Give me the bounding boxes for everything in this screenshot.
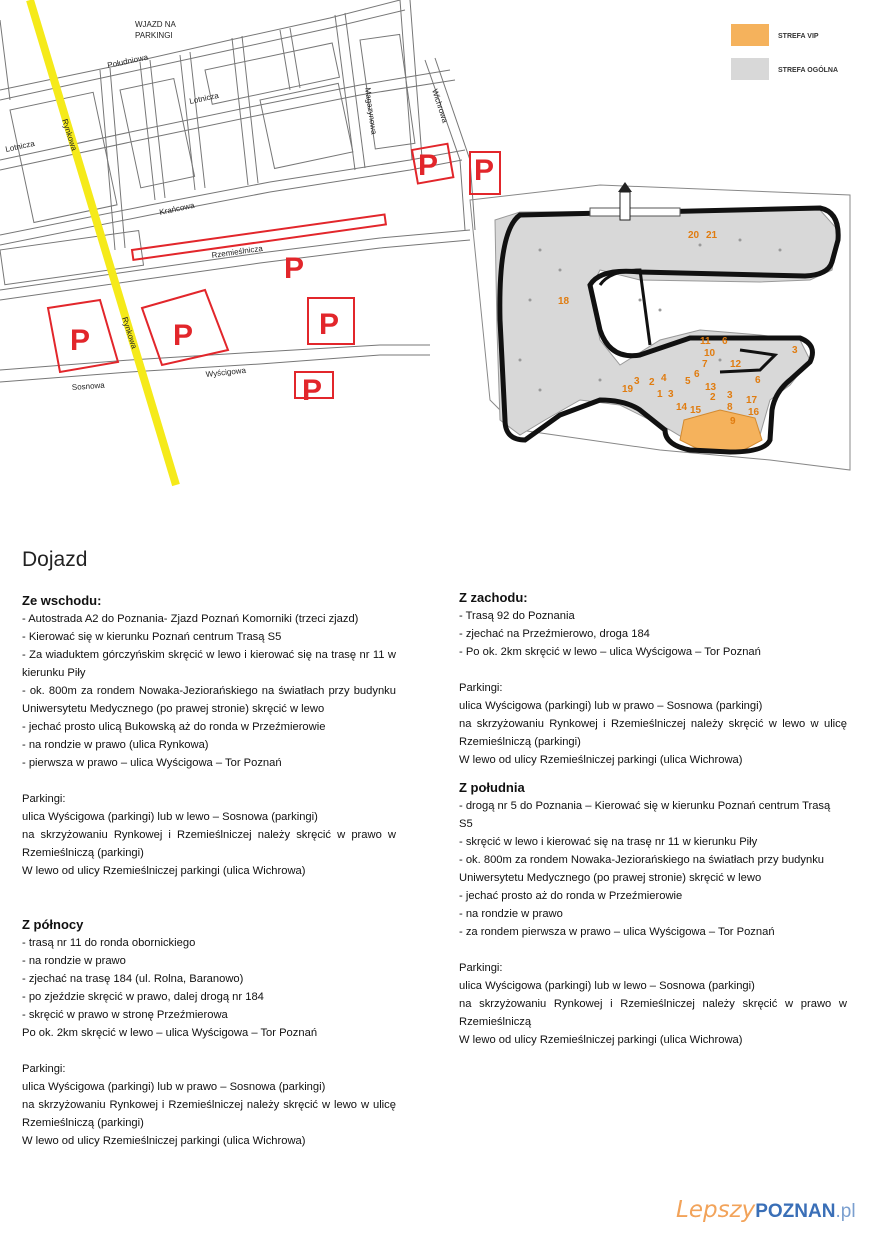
south-line: - ok. 800m za rondem Nowaka-Jeziorańskiego na światłach przy budynku Uniwersytetu Medycznego (po prawej stronie) skręcić w lewo — [459, 854, 825, 884]
west-parking-line: ulica Wyścigowa (parkingi) lub w prawo – Sosnowa (parkingi) — [459, 700, 763, 712]
track-number: 18 — [558, 296, 570, 307]
south-parking-heading: Parkingi: — [459, 962, 503, 974]
track-number: 5 — [685, 376, 691, 387]
east-line: - Za wiaduktem górczyńskim skręcić w lewo i kierować się na trasę nr 11 w kierunku Piły — [22, 649, 396, 679]
south-parking-line: ulica Wyścigowa (parkingi) lub w lewo – Sosnowa (parkingi) — [459, 980, 755, 992]
south-line: - drogą nr 5 do Poznania – Kierować się w kierunku Poznań centrum Trasą S5 — [459, 800, 831, 830]
east-line: - Autostrada A2 do Poznania- Zjazd Poznań Komorniki (trzeci zjazd) — [22, 613, 359, 625]
label-magazynowa: Magazynowa — [363, 87, 379, 135]
track-number: 19 — [622, 384, 634, 395]
east-parking-line: ulica Wyścigowa (parkingi) lub w lewo – Sosnowa (parkingi) — [22, 811, 318, 823]
track-number: 3 — [634, 376, 640, 387]
track-number: 21 — [706, 230, 718, 241]
track-number: 9 — [730, 416, 736, 427]
label-poludniowa: Południowa — [106, 52, 149, 70]
label-wjazd-2: PARKINGI — [135, 31, 173, 40]
parking-sign-7: P — [284, 252, 305, 285]
logo-part-pl: .pl — [835, 1201, 856, 1222]
track-number: 6 — [694, 369, 700, 380]
page-title: Dojazd — [22, 548, 88, 571]
south-line: - jechać prosto aż do ronda w Przeźmierowie — [459, 890, 683, 902]
legend-vip-label: STREFA VIP — [778, 33, 819, 40]
south-line: - na rondzie w prawo — [459, 908, 563, 920]
label-rzemieslnicza: Rzemieślnicza — [211, 243, 264, 260]
label-rynkowa-1: Rynkowa — [60, 117, 79, 152]
parking-sign-1: P — [70, 324, 91, 357]
track-number: 3 — [727, 390, 733, 401]
south-parking-line: W lewo od ulicy Rzemieślniczej parkingi (ulica Wichrowa) — [459, 1034, 743, 1046]
track-number: 6 — [722, 336, 728, 347]
north-line: - na rondzie w prawo — [22, 955, 126, 967]
track-number: 6 — [755, 375, 761, 386]
north-line: - trasą nr 11 do ronda obornickiego — [22, 937, 196, 949]
label-sosnowa: Sosnowa — [71, 380, 105, 392]
track-number: 3 — [668, 389, 674, 400]
label-rynkowa-2: Rynkowa — [120, 315, 139, 350]
east-parking-heading: Parkingi: — [22, 793, 66, 805]
east-line: - jechać prosto ulicą Bukowską aż do ronda w Przeźmierowie — [22, 721, 326, 733]
parking-sign-6: P — [474, 154, 495, 187]
north-parking-line: W lewo od ulicy Rzemieślniczej parkingi (ulica Wichrowa) — [22, 1135, 306, 1147]
legend-general-swatch — [731, 58, 769, 80]
south-heading: Z południa — [459, 780, 525, 795]
south-parking-line: na skrzyżowaniu Rynkowej i Rzemieślniczej należy skręcić w prawo w Rzemieślniczą — [459, 998, 847, 1028]
track-number: 13 — [705, 382, 717, 393]
label-krancowa: Krańcowa — [158, 200, 196, 217]
east-parking-line: na skrzyżowaniu Rynkowej i Rzemieślniczej należy skręcić w prawo w Rzemieślniczą (parkingi) — [22, 829, 396, 859]
west-line: - zjechać na Przeźmierowo, droga 184 — [459, 628, 650, 640]
east-heading: Ze wschodu: — [22, 593, 102, 608]
parking-sign-5: P — [418, 149, 439, 182]
track-number: 10 — [704, 348, 716, 359]
parking-sign-4: P — [302, 374, 323, 407]
label-lotnicza-1: Lotnicza — [4, 138, 36, 154]
south-line: - za rondem pierwsza w prawo – ulica Wyścigowa – Tor Poznań — [459, 926, 775, 938]
south-line: - skręcić w lewo i kierować się na trasę nr 11 w kierunku Piły — [459, 836, 758, 848]
north-line: Po ok. 2km skręcić w lewo – ulica Wyścigowa – Tor Poznań — [22, 1027, 318, 1039]
area-map — [0, 0, 877, 500]
east-line: - pierwsza w prawo – ulica Wyścigowa – Tor Poznań — [22, 757, 282, 769]
label-wyscigowa: Wyścigowa — [205, 365, 247, 379]
east-parking-line: W lewo od ulicy Rzemieślniczej parkingi (ulica Wichrowa) — [22, 865, 306, 877]
west-line: - Po ok. 2km skręcić w lewo – ulica Wyścigowa – Tor Poznań — [459, 646, 761, 658]
north-line: - po zjeździe skręcić w prawo, dalej drogą nr 184 — [22, 991, 264, 1003]
west-heading: Z zachodu: — [459, 590, 528, 605]
west-parking-heading: Parkingi: — [459, 682, 503, 694]
east-line: - Kierować się w kierunku Poznań centrum Trasą S5 — [22, 631, 282, 643]
track-number: 12 — [730, 359, 742, 370]
track-number: 8 — [727, 402, 733, 413]
north-line: - zjechać na trasę 184 (ul. Rolna, Baranowo) — [22, 973, 244, 985]
legend-general-label: STREFA OGÓLNA — [778, 67, 839, 74]
track-number: 17 — [746, 395, 758, 406]
logo-part-lepszy: Lepszy — [676, 1197, 756, 1223]
track-number: 11 — [700, 336, 711, 347]
logo-part-poznan: POZNAN — [755, 1201, 836, 1222]
west-parking-line: W lewo od ulicy Rzemieślniczej parkingi (ulica Wichrowa) — [459, 754, 743, 766]
north-parking-line: ulica Wyścigowa (parkingi) lub w prawo – Sosnowa (parkingi) — [22, 1081, 326, 1093]
east-line: - na rondzie w prawo (ulica Rynkowa) — [22, 739, 209, 751]
race-track — [470, 182, 850, 470]
track-number: 3 — [792, 345, 798, 356]
west-parking-line: na skrzyżowaniu Rynkowej i Rzemieślniczej należy skręcić w lewo w ulicę Rzemieślniczą (parkingi) — [459, 718, 847, 748]
north-parking-heading: Parkingi: — [22, 1063, 66, 1075]
track-number: 4 — [661, 373, 667, 384]
directions-right-column — [459, 589, 847, 1049]
east-line: - ok. 800m za rondem Nowaka-Jeziorańskiego na światłach przy budynku Uniwersytetu Medycznego (po prawej stronie) skręcić w lewo — [22, 685, 396, 715]
west-line: - Trasą 92 do Poznania — [459, 610, 575, 622]
lepszy-poznan-logo — [676, 1196, 856, 1223]
north-parking-line: na skrzyżowaniu Rynkowej i Rzemieślniczej należy skręcić w lewo w ulicę Rzemieślniczą (parkingi) — [22, 1099, 396, 1129]
track-number: 14 — [676, 402, 688, 413]
label-wichrowa: Wichrowa — [430, 87, 450, 125]
north-heading: Z północy — [22, 917, 84, 932]
north-line: - skręcić w prawo w stronę Przeźmierowa — [22, 1009, 228, 1021]
parking-sign-3: P — [319, 308, 340, 341]
track-number: 2 — [710, 392, 716, 403]
track-number: 2 — [649, 377, 655, 388]
track-number: 7 — [702, 359, 708, 370]
directions-left-column — [22, 592, 396, 1150]
track-number: 1 — [657, 389, 663, 400]
general-zone — [495, 210, 838, 448]
parking-sign-2: P — [173, 319, 194, 352]
legend-vip-swatch — [731, 24, 769, 46]
track-number: 20 — [688, 230, 700, 241]
label-lotnicza-2: Lotnicza — [188, 90, 220, 106]
track-number: 15 — [690, 405, 702, 416]
label-wjazd-1: WJAZD NA — [135, 20, 176, 29]
track-number: 16 — [748, 407, 760, 418]
